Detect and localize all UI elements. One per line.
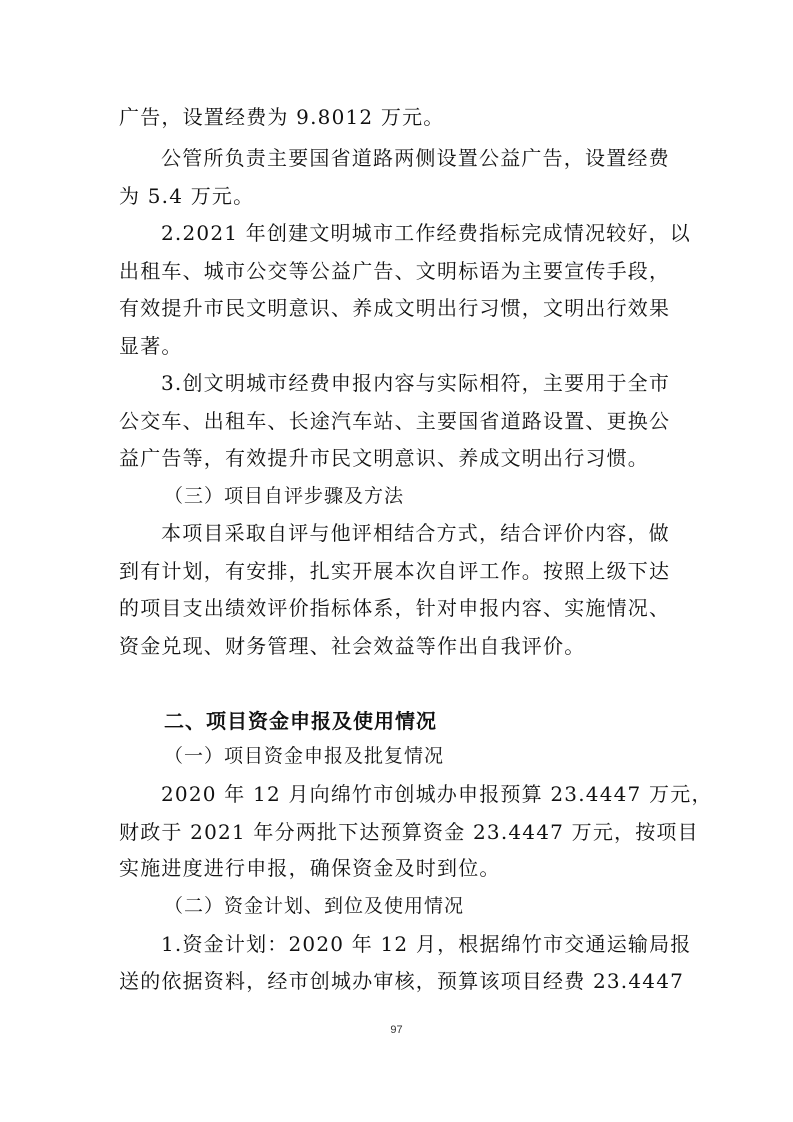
chapter-heading: 二、项目资金申报及使用情况 (164, 709, 437, 733)
paragraph-line: 1.资金计划：2020 年 12 月，根据绵竹市交通运输局报 (161, 932, 692, 956)
paragraph-line: 有效提升市民文明意识、养成文明出行习惯，文明出行效果 (119, 296, 671, 320)
paragraph-line: 到有计划，有安排，扎实开展本次自评工作。按照上级下达 (119, 559, 671, 583)
paragraph-line: 2020 年 12 月向绵竹市创城办申报预算 23.4447 万元， (161, 782, 713, 806)
paragraph-line: 送的依据资料，经市创城办审核，预算该项目经费 23.4447 (119, 969, 685, 993)
paragraph-line: 益广告等，有效提升市民文明意识、养成文明出行习惯。 (119, 446, 649, 470)
page-number: 97 (390, 1024, 403, 1036)
paragraph-line: 财政于 2021 年分两批下达预算资金 23.4447 万元，按项目 (119, 820, 699, 844)
paragraph-line: 2.2021 年创建文明城市工作经费指标完成情况较好，以 (161, 221, 691, 245)
paragraph-line: 资金兑现、财务管理、社会效益等作出自我评价。 (119, 634, 586, 658)
paragraph-line: 出租车、城市公交等公益广告、文明标语为主要宣传手段， (119, 259, 671, 283)
paragraph-line: 的项目支出绩效评价指标体系，针对申报内容、实施情况、 (119, 596, 671, 620)
section-heading: （二）资金计划、到位及使用情况 (164, 895, 465, 917)
section-heading: （一）项目资金申报及批复情况 (164, 745, 445, 767)
paragraph-line: 3.创文明城市经费申报内容与实际相符，主要用于全市 (161, 371, 671, 395)
paragraph-line: 公交车、出租车、长途汽车站、主要国省道路设置、更换公 (119, 409, 671, 433)
paragraph-line: 为 5.4 万元。 (119, 184, 255, 208)
paragraph-line: 广告，设置经费为 9.8012 万元。 (119, 105, 445, 129)
paragraph-line: 实施进度进行申报，确保资金及时到位。 (119, 856, 501, 880)
paragraph-line: 显著。 (119, 334, 183, 358)
paragraph-line: 公管所负责主要国省道路两侧设置公益广告，设置经费 (161, 146, 670, 170)
section-heading: （三）项目自评步骤及方法 (164, 485, 405, 507)
paragraph-line: 本项目采取自评与他评相结合方式，结合评价内容，做 (161, 521, 670, 545)
